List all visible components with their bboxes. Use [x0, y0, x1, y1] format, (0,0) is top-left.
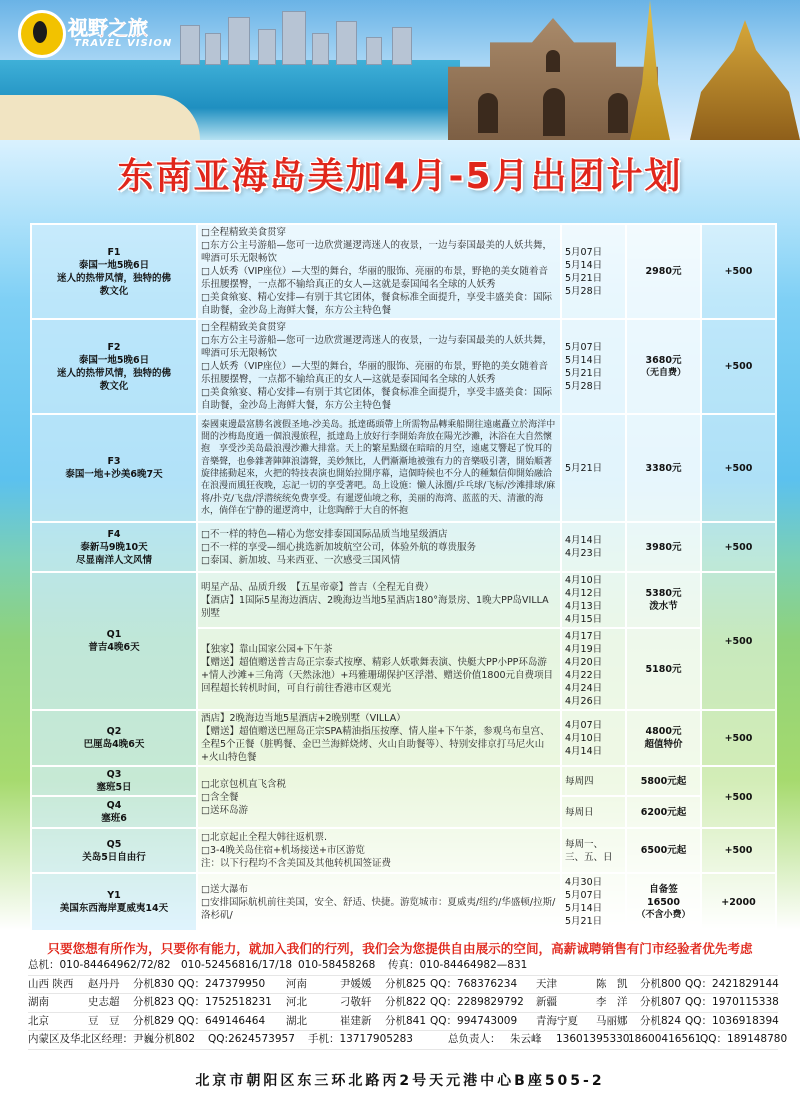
description-cell: [197, 319, 561, 414]
description-cell: [197, 628, 561, 710]
departure-date: 5月07日: [565, 341, 603, 353]
brand-name-en: TRAVEL VISION: [74, 38, 173, 49]
description-line: □东方公主号游船—您可一边欣赏暹逻湾迷人的夜景，一边与泰国最美的人妖共舞，啤酒可乐无限畅饮: [201, 335, 552, 359]
contact-text: QQ：1036918394: [685, 1014, 779, 1027]
contact-text: 010-58458268: [298, 959, 376, 971]
contact-text: 分机800: [640, 977, 682, 990]
description-line: □全程精致美食贯穿: [201, 227, 286, 238]
extra-fee-cell: +500: [701, 522, 776, 572]
contact-text: 湖北: [286, 1014, 307, 1027]
departure-date: 4月14日: [565, 535, 603, 546]
departure-date: 4月24日: [565, 683, 603, 694]
departure-date: 5月28日: [565, 285, 603, 297]
route-cell: [31, 224, 197, 319]
extra-fee-cell: +500: [701, 828, 776, 873]
building: [258, 29, 276, 65]
departure-date: 5月14日: [565, 903, 603, 914]
description-line: □不一样的特色—精心为您安排泰国国际品质当地星级酒店: [201, 528, 448, 540]
dates-cell: [561, 796, 626, 828]
departure-date: 每周日: [565, 806, 594, 818]
departure-date: 4月07日: [565, 719, 603, 731]
brand-logo: [18, 10, 193, 58]
contact-text: QQ：1970115338: [685, 996, 779, 1008]
dates-cell: [561, 414, 626, 522]
price: 3980元: [645, 541, 682, 553]
dates-cell: [561, 873, 626, 931]
dates-cell: [561, 828, 626, 873]
contact-text: QQ：1752518231: [178, 996, 272, 1008]
route-theme: 迷人的热带风情，独特的佛: [56, 367, 171, 379]
description-line: □3-4晚关岛住宿+机场接送+市区游览: [201, 845, 365, 856]
extra-fee-cell: +500: [701, 710, 776, 766]
price-note: 泼水节: [649, 601, 678, 612]
contact-text: 手机：13717905283: [308, 1033, 413, 1045]
description-line: 注：以下行程均不含美国及其他转机国签证费: [201, 858, 392, 869]
description-line: 泰國東邊最富勝名渡假圣地-沙美岛。抵達碼頭帶上所需物品轉乘船開往遠處矗立於海洋中間的沙梅島度過一個浪漫旅程，抵達島上放好行李開始奔放在陽光沙灘，沐浴在大自然懷抱 享受沙美岛最浪漫沙灘大排當。天上的繁星點綴在暗暗的月空，遠處艾響起了悅耳的音樂聲，也參雜著陣陣浪濤聲，美妙無比，人們漸漸地被強有力的音樂吸引著，開始順著旋律搖動起來，火把的特技表演也開始拉開序幕，這個時候也不分人的種類信仰開始融洽在浪漫而風狂夜晚，忘記一切的享受著吧。岛上设施：懒人泳圈/乒乓球/飞标/沙滩排球/麻将/扑克/飞盘/浮潜统统免费享受。有暹逻仙境之称，美丽的海湾、蓝蓝的天、清澈的海水，倘佯在宁静的暹逻湾中，让您陶醉于大自的怀抱: [201, 419, 556, 516]
contact-text: 河南: [286, 977, 307, 990]
contact-text: QQ：649146464: [178, 1014, 266, 1027]
route-name: 泰新马9晚10天: [80, 541, 148, 553]
route-name: 泰国一地5晚6日: [78, 354, 150, 366]
departure-date: 4月14日: [565, 745, 603, 757]
route-code: Q5: [106, 838, 122, 850]
price: 4800元: [645, 726, 682, 737]
table-row: [31, 319, 776, 414]
route-name: 泰国一地5晚6日: [78, 259, 150, 271]
price: 2980元: [645, 266, 682, 277]
description-line: 【独家】靠山国家公园+下午茶: [201, 644, 333, 655]
description-line: □全程精致美食贯穿: [201, 322, 286, 333]
route-code: F3: [107, 456, 121, 467]
price-cell: [626, 628, 701, 710]
departure-date: 4月17日: [565, 631, 603, 642]
table-row: [31, 522, 776, 572]
departure-date: 4月10日: [565, 575, 603, 586]
contact-text: 分机829: [133, 1014, 175, 1027]
price-cell: [626, 710, 701, 766]
contact-text: 崔建新: [340, 1014, 372, 1027]
description-line: 明星产品、品质升级 【五星帝豪】普吉（全程无自费）: [201, 581, 434, 593]
route-name: 关岛5日自由行: [82, 851, 146, 863]
route-code: Q4: [106, 800, 122, 811]
departure-date: 4月10日: [565, 732, 603, 744]
route-code: Q2: [106, 726, 122, 737]
thai-temple-image: [690, 20, 800, 140]
table-row: [31, 828, 776, 873]
route-cell: [31, 710, 197, 766]
contact-text: 尹巍分机802: [133, 1033, 196, 1045]
route-theme: 迷人的热带风情，独特的佛: [56, 272, 171, 284]
departure-date: 4月26日: [565, 696, 603, 707]
description-line: □北京包机直飞含税: [201, 778, 286, 790]
route-code: Y1: [107, 890, 121, 901]
route-cell: [31, 828, 197, 873]
route-name: 泰国一地+沙美6晚7天: [65, 469, 163, 480]
contact-text: 史志超: [88, 996, 120, 1008]
contact-text: QQ：247379950: [178, 977, 266, 990]
description-line: □送大瀑布: [201, 883, 248, 895]
table-row: [31, 224, 776, 319]
price-note: （无自费）: [640, 367, 686, 378]
dates-cell: [561, 319, 626, 414]
contact-text: 湖南: [28, 996, 49, 1008]
departure-date: 4月13日: [565, 601, 603, 612]
contact-text: 李 洋: [596, 996, 628, 1008]
cathedral-ruins-image: [448, 18, 658, 140]
description-line: 【酒店】1国际5星海边酒店、2晚海边当地5星酒店180°海景房、1晚大PP岛VILLA别墅: [201, 594, 549, 619]
route-cell: [31, 873, 197, 931]
contact-text: 山西 陕西: [28, 977, 74, 990]
route-code: F2: [107, 341, 121, 353]
departure-date: 5月21日: [565, 916, 603, 927]
contact-text: 13601395330: [556, 1033, 630, 1045]
description-cell: [197, 828, 561, 873]
description-cell: [197, 224, 561, 319]
extra-fee-cell: +2000: [701, 873, 776, 931]
description-line: □东方公主号游船—您可一边欣赏暹逻湾迷人的夜景，一边与泰国最美的人妖共舞，啤酒可乐无限畅饮: [201, 240, 552, 264]
table-row: [31, 710, 776, 766]
table-row: [31, 414, 776, 522]
contact-text: 刁敬轩: [340, 996, 372, 1008]
extra-fee-cell: +500: [701, 224, 776, 319]
departure-date: 5月14日: [565, 354, 603, 366]
description-line: 【赠送】超值赠送巴厘岛正宗SPA精油指压按摩、情人崖+下午茶，参观乌布皇宫、全程5个正餐（脏鸭餐、金巴兰海鲜烧烤、火山自助餐等）、特别安排京打马尼火山+火山特色餐: [201, 726, 550, 763]
dates-cell: [561, 224, 626, 319]
dates-cell: [561, 766, 626, 796]
route-theme: 教文化: [99, 285, 129, 297]
contact-text: 朱云峰: [510, 1033, 542, 1045]
description-cell: [197, 522, 561, 572]
route-name: 巴厘岛4晚6天: [83, 739, 145, 750]
table-row: [31, 572, 776, 628]
description-line: 回程超长转机时间，可自行前往香港市区观光: [201, 683, 392, 694]
contact-text: 010-52456816/17/18: [181, 959, 293, 971]
header-banner: [0, 0, 800, 140]
description-line: 酒店】2晚海边当地5星酒店+2晚别墅（VILLA）: [201, 713, 406, 724]
description-cell: [197, 766, 561, 828]
departure-date: 每周一、: [565, 838, 604, 850]
route-code: Q1: [106, 629, 122, 640]
description-cell: [197, 414, 561, 522]
contact-text: 分机824: [640, 1014, 682, 1027]
description-line: □美食飨宴、精心安排—有别于其它团体，餐食标准全面提升，享受丰盛美食：国际自助餐，金沙岛上海鲜大餐，东方公主特色餐: [201, 292, 552, 316]
contact-text: QQ：2421829144: [685, 977, 779, 990]
dates-cell: [561, 710, 626, 766]
contact-text: 赵丹丹: [88, 977, 120, 990]
building: [336, 21, 357, 65]
departure-date: 4月19日: [565, 644, 603, 655]
departure-date: 5月28日: [565, 380, 603, 392]
logo-eye-icon: [18, 10, 66, 58]
route-code: F4: [107, 528, 121, 540]
price: 5180元: [645, 663, 682, 675]
description-line: □人妖秀（VIP座位）—大型的舞台，华丽的服饰、亮丽的布景，野艳的美女随着音乐扭腰摆臀，一点都不输给真正的女人—这就是泰国闻名全球的人妖秀: [201, 361, 549, 385]
contact-text: 18600416561: [628, 1033, 702, 1045]
route-theme: 教文化: [99, 380, 129, 392]
price: 6500元起: [640, 845, 687, 856]
departure-date: 4月23日: [565, 548, 603, 559]
building: [312, 33, 329, 65]
dates-cell: [561, 522, 626, 572]
price: 3380元: [645, 462, 682, 474]
route-code: Q3: [106, 769, 122, 780]
contact-text: QQ：768376234: [430, 977, 518, 990]
description-cell: [197, 710, 561, 766]
beach: [0, 95, 200, 140]
price-cell: [626, 224, 701, 319]
contact-row: [28, 1031, 788, 1050]
contact-text: 分机841: [385, 1014, 427, 1027]
extra-fee-cell: +500: [701, 766, 776, 828]
extra-fee-cell: +500: [701, 319, 776, 414]
contact-text: 北京: [28, 1014, 49, 1027]
price-note: 超值特价: [644, 739, 683, 750]
contact-text: 马丽娜: [596, 1014, 628, 1027]
page-title: 东南亚海岛美加4月-5月出团计划: [117, 156, 683, 197]
departure-date: 5月07日: [565, 890, 603, 901]
contact-text: 传真：010-84464982—831: [388, 959, 528, 971]
dates-cell: [561, 572, 626, 628]
description-line: □北京起止全程大韩往返机票.: [201, 832, 327, 843]
route-cell: [31, 796, 197, 828]
building: [366, 37, 382, 65]
recruitment-notice: 只要您想有所作为，只要你有能力，就加入我们的行列，我们会为您提供自由展示的空间，高薪诚聘销售有门市经验者优先考虑: [47, 941, 753, 956]
contact-text: 分机822: [385, 996, 427, 1008]
company-address: 北京市朝阳区东三环北路丙2号天元港中心B座505-2: [195, 1073, 605, 1089]
route-name: 美国东西海岸夏威夷14天: [59, 903, 169, 914]
contact-text: 内蒙区及华北区经理：: [28, 1033, 133, 1045]
description-cell: [197, 873, 561, 931]
price: 6200元起: [640, 806, 687, 818]
description-line: □美食飨宴、精心安排—有别于其它团体，餐食标准全面提升，享受丰盛美食：国际自助餐，金沙岛上海鲜大餐，东方公主特色餐: [201, 387, 552, 411]
contact-text: 分机830: [133, 977, 175, 990]
route-code: F1: [107, 246, 121, 258]
price-cell: [626, 873, 701, 931]
description-line: □泰国、新加坡、马来西亚、一次感受三国风情: [201, 554, 400, 566]
route-cell: [31, 414, 197, 522]
price-cell: [626, 319, 701, 414]
description-line: □送环岛游: [201, 804, 248, 816]
building: [228, 17, 250, 65]
contact-text: QQ:2624573957: [208, 1033, 295, 1045]
contact-text: 总负责人：: [448, 1033, 501, 1045]
route-name: 普吉4晚6天: [88, 642, 140, 653]
dates-cell: [561, 628, 626, 710]
description-cell: [197, 572, 561, 628]
tour-plan-table: [30, 223, 777, 932]
departure-date: 5月21日: [565, 272, 603, 284]
contact-text: 新疆: [536, 996, 557, 1008]
price-cell: [626, 796, 701, 828]
price-cell: [626, 766, 701, 796]
contact-list: [28, 957, 788, 1050]
price-cell: [626, 414, 701, 522]
departure-date: 5月14日: [565, 259, 603, 271]
contact-row: [28, 957, 778, 976]
route-name: 塞班5日: [96, 782, 132, 793]
description-line: □人妖秀（VIP座位）—大型的舞台，华丽的服饰、亮丽的布景，野艳的美女随着音乐扭腰摆臀，一点都不输给真正的女人—这就是泰国闻名全球的人妖秀: [201, 266, 549, 290]
table-row: [31, 873, 776, 931]
departure-date: 5月21日: [565, 462, 603, 474]
price: 5800元起: [640, 775, 687, 787]
contact-text: 尹媛媛: [340, 977, 372, 990]
departure-date: 4月20日: [565, 657, 603, 668]
price-note: （不含小费）: [636, 909, 691, 920]
departure-date: 每周四: [565, 775, 594, 787]
departure-date: 4月12日: [565, 588, 603, 599]
route-name: 塞班6: [101, 813, 127, 824]
contact-text: 青海宁夏: [536, 1014, 578, 1027]
brand-name-cn: 视野之旅: [68, 16, 148, 40]
contact-text: 天津: [536, 977, 557, 990]
price-cell: [626, 828, 701, 873]
building: [392, 27, 412, 65]
departure-date: 4月15日: [565, 614, 603, 625]
table-row: [31, 766, 776, 796]
contact-text: 陈 凯: [596, 977, 628, 990]
price: 16500: [646, 896, 681, 908]
route-cell: [31, 522, 197, 572]
contact-row: [28, 1013, 778, 1032]
description-line: □含全餐: [201, 791, 239, 803]
departure-date: 4月22日: [565, 670, 603, 681]
contact-row: [28, 976, 778, 995]
description-line: □安排国际航机前往美国，安全、舒适、快捷。游览城市：夏威夷/纽约/华盛顿/拉斯/洛杉矶/: [201, 896, 556, 921]
contact-text: 分机807: [640, 996, 682, 1008]
contact-text: 河北: [286, 996, 307, 1008]
description-line: 【赠送】超值赠送普吉岛正宗泰式按摩、精彩人妖歌舞表演、快艇大PP小PP环岛游+情人沙滩+三角湾（天然泳池）+玛雅珊瑚保护区浮潜、赠送价值1800元自费项目: [201, 657, 554, 681]
contact-text: 总机：010-84464962/72/82: [28, 959, 171, 971]
contact-text: QQ：2289829792: [430, 996, 524, 1008]
route-theme: 尽显南洋人文风情: [75, 554, 152, 566]
departure-date: 三、五、日: [565, 851, 613, 863]
extra-fee-cell: +500: [701, 414, 776, 522]
departure-date: 5月21日: [565, 367, 603, 379]
contact-text: 分机823: [133, 996, 175, 1008]
price-note: 自备签: [649, 883, 678, 895]
price: 5380元: [645, 588, 682, 599]
price-cell: [626, 522, 701, 572]
extra-fee-cell: +500: [701, 572, 776, 710]
contact-text: 分机825: [385, 977, 427, 990]
departure-date: 5月07日: [565, 246, 603, 258]
description-line: □不一样的享受—细心挑选新加坡航空公司，体验外航的尊贵服务: [201, 541, 476, 553]
building: [205, 33, 221, 65]
contact-text: 豆 豆: [88, 1014, 120, 1027]
departure-date: 4月30日: [565, 877, 603, 888]
contact-text: QQ：994743009: [430, 1014, 518, 1027]
building: [282, 11, 306, 65]
price: 3680元: [645, 354, 682, 366]
route-cell: [31, 572, 197, 710]
route-cell: [31, 766, 197, 796]
contact-text: QQ：189148780: [700, 1033, 788, 1045]
price-cell: [626, 572, 701, 628]
route-cell: [31, 319, 197, 414]
contact-row: [28, 994, 778, 1013]
